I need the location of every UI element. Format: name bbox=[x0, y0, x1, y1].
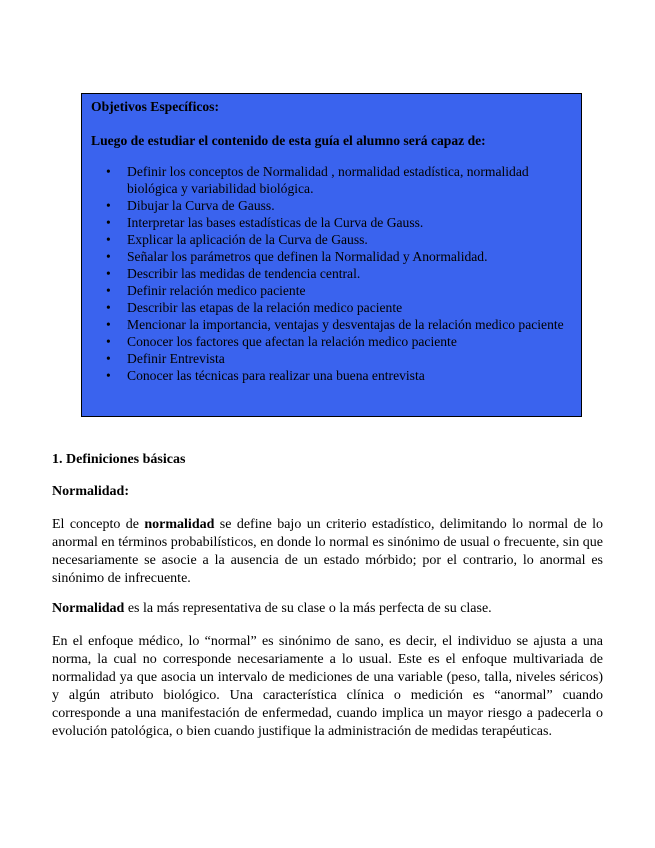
section-title: 1. Definiciones básicas bbox=[52, 452, 186, 467]
paragraph-concepto bbox=[52, 516, 603, 588]
bullet-icon: • bbox=[106, 164, 111, 179]
list-item bbox=[91, 333, 571, 350]
objective-text: Describir las medidas de tendencia central. bbox=[127, 266, 361, 281]
list-item bbox=[91, 214, 571, 231]
paragraph-text: es la más representativa de su clase o la más perfecta de su clase. bbox=[124, 601, 492, 616]
bullet-icon: • bbox=[106, 232, 111, 247]
paragraph-enfoque-medico: En el enfoque médico, lo “normal” es sinónimo de sano, es decir, el individuo se ajusta a una norma, la cual no corresponde necesariamente a lo usual. Este es el enfoque multivariada de normalidad ya que asocia un intervalo de mediciones de una variable (peso, talla, niveles séricos) y algún atributo biológico. Una característica clínica o medición es “anormal” cuando corresponde a una manifestación de enfermedad, cuando implica un mayor riesgo a padecerla o evolución patológica, o bien cuando justifique la administración de medidas terapéuticas. bbox=[52, 634, 603, 739]
bullet-icon: • bbox=[106, 351, 111, 366]
objectives-intro: Luego de estudiar el contenido de esta guía el alumno será capaz de: bbox=[91, 133, 486, 148]
objective-text: Conocer los factores que afectan la relación medico paciente bbox=[127, 334, 457, 349]
bullet-icon: • bbox=[106, 317, 111, 332]
bullet-icon: • bbox=[106, 215, 111, 230]
bold-term: normalidad bbox=[144, 517, 215, 532]
objective-text: Describir las etapas de la relación medico paciente bbox=[127, 300, 403, 315]
paragraph-text: El concepto de bbox=[52, 517, 145, 532]
objective-text: Explicar la aplicación de la Curva de Gauss. bbox=[127, 232, 368, 247]
paragraph-text: se define bajo un criterio estadístico, delimitando lo normal de lo anormal en términos probabilísticos, en donde lo normal es sinónimo de usual o frecuente, sin que necesariamente se asocie a la ausencia de un estado mórbido; por el contrario, lo anormal es sinónimo de infrecuente. bbox=[52, 517, 603, 586]
list-item bbox=[91, 299, 571, 316]
list-item bbox=[91, 197, 571, 214]
bullet-icon: • bbox=[106, 266, 111, 281]
list-item bbox=[91, 282, 571, 299]
bullet-icon: • bbox=[106, 283, 111, 298]
bold-term: Normalidad bbox=[52, 601, 125, 616]
objective-text: Interpretar las bases estadísticas de la Curva de Gauss. bbox=[127, 215, 424, 230]
objective-text: Dibujar la Curva de Gauss. bbox=[127, 198, 275, 213]
bullet-icon: • bbox=[106, 198, 111, 213]
objective-text: Definir Entrevista bbox=[127, 351, 225, 366]
list-item bbox=[91, 316, 571, 333]
list-item bbox=[91, 231, 571, 248]
objective-text: Definir relación medico paciente bbox=[127, 283, 306, 298]
bullet-icon: • bbox=[106, 300, 111, 315]
objective-text: Señalar los parámetros que definen la Normalidad y Anormalidad. bbox=[127, 249, 488, 264]
bullet-icon: • bbox=[106, 368, 111, 383]
objective-text: Conocer las técnicas para realizar una buena entrevista bbox=[127, 368, 425, 383]
list-item bbox=[91, 163, 571, 197]
list-item bbox=[91, 248, 571, 265]
objectives-title: Objetivos Específicos: bbox=[91, 99, 219, 114]
list-item bbox=[91, 367, 571, 384]
list-item bbox=[91, 350, 571, 367]
list-item bbox=[91, 265, 571, 282]
objective-text: Mencionar la importancia, ventajas y desventajas de la relación medico paciente bbox=[127, 317, 564, 332]
bullet-icon: • bbox=[106, 334, 111, 349]
objective-text: Definir los conceptos de Normalidad , normalidad estadística, normalidad biológica y variabilidad biológica. bbox=[127, 164, 529, 196]
objectives-box bbox=[81, 93, 582, 417]
bullet-icon: • bbox=[106, 249, 111, 264]
objectives-list bbox=[91, 163, 571, 384]
subheading-normalidad: Normalidad: bbox=[52, 484, 129, 499]
paragraph-definicion bbox=[52, 600, 603, 618]
